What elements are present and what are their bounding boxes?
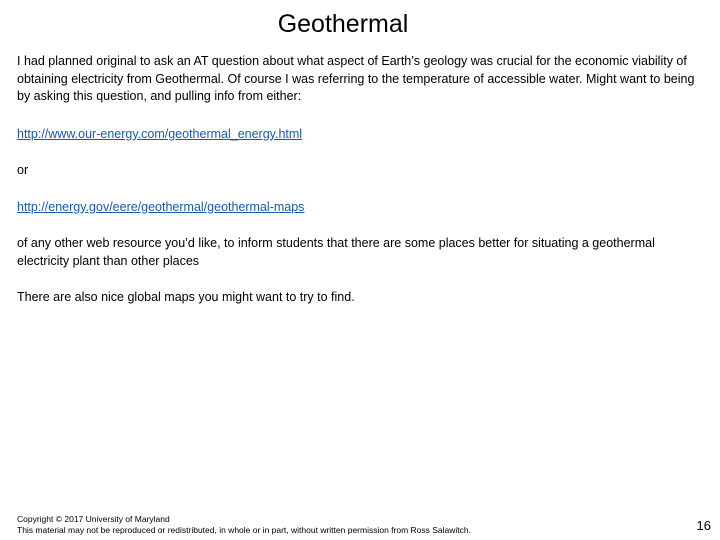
other-resources-paragraph: of any other web resource you’d like, to inform students that there are some places better for situating a geothermal electricity plant than other places — [17, 236, 655, 268]
link-paragraph-energy-gov — [17, 199, 697, 217]
copyright-text: Copyright © 2017 University of Maryland — [17, 514, 170, 524]
slide-title: Geothermal — [277, 10, 409, 38]
global-maps-paragraph: There are also nice global maps you might want to try to find. — [17, 290, 355, 304]
slide-body — [17, 53, 697, 307]
reproduction-notice: This material may not be reproduced or redistributed, in whole or in part, without written permission from Ross Salawitch. — [17, 525, 471, 535]
link-paragraph-our-energy — [17, 126, 697, 144]
intro-paragraph: I had planned original to ask an AT question about what aspect of Earth’s geology was crucial for the economic viability of obtaining electricity from Geothermal. Of course I was referring to the temperature of accessible water. Might want to being by asking this question, and pulling info from either: — [17, 54, 695, 103]
our-energy-link[interactable]: http://www.our-energy.com/geothermal_energy.html — [17, 126, 303, 141]
page-number: 16 — [696, 518, 711, 533]
energy-gov-link[interactable]: http://energy.gov/eere/geothermal/geothermal-maps — [17, 199, 305, 214]
or-text: or — [17, 163, 29, 177]
footer — [17, 514, 471, 536]
